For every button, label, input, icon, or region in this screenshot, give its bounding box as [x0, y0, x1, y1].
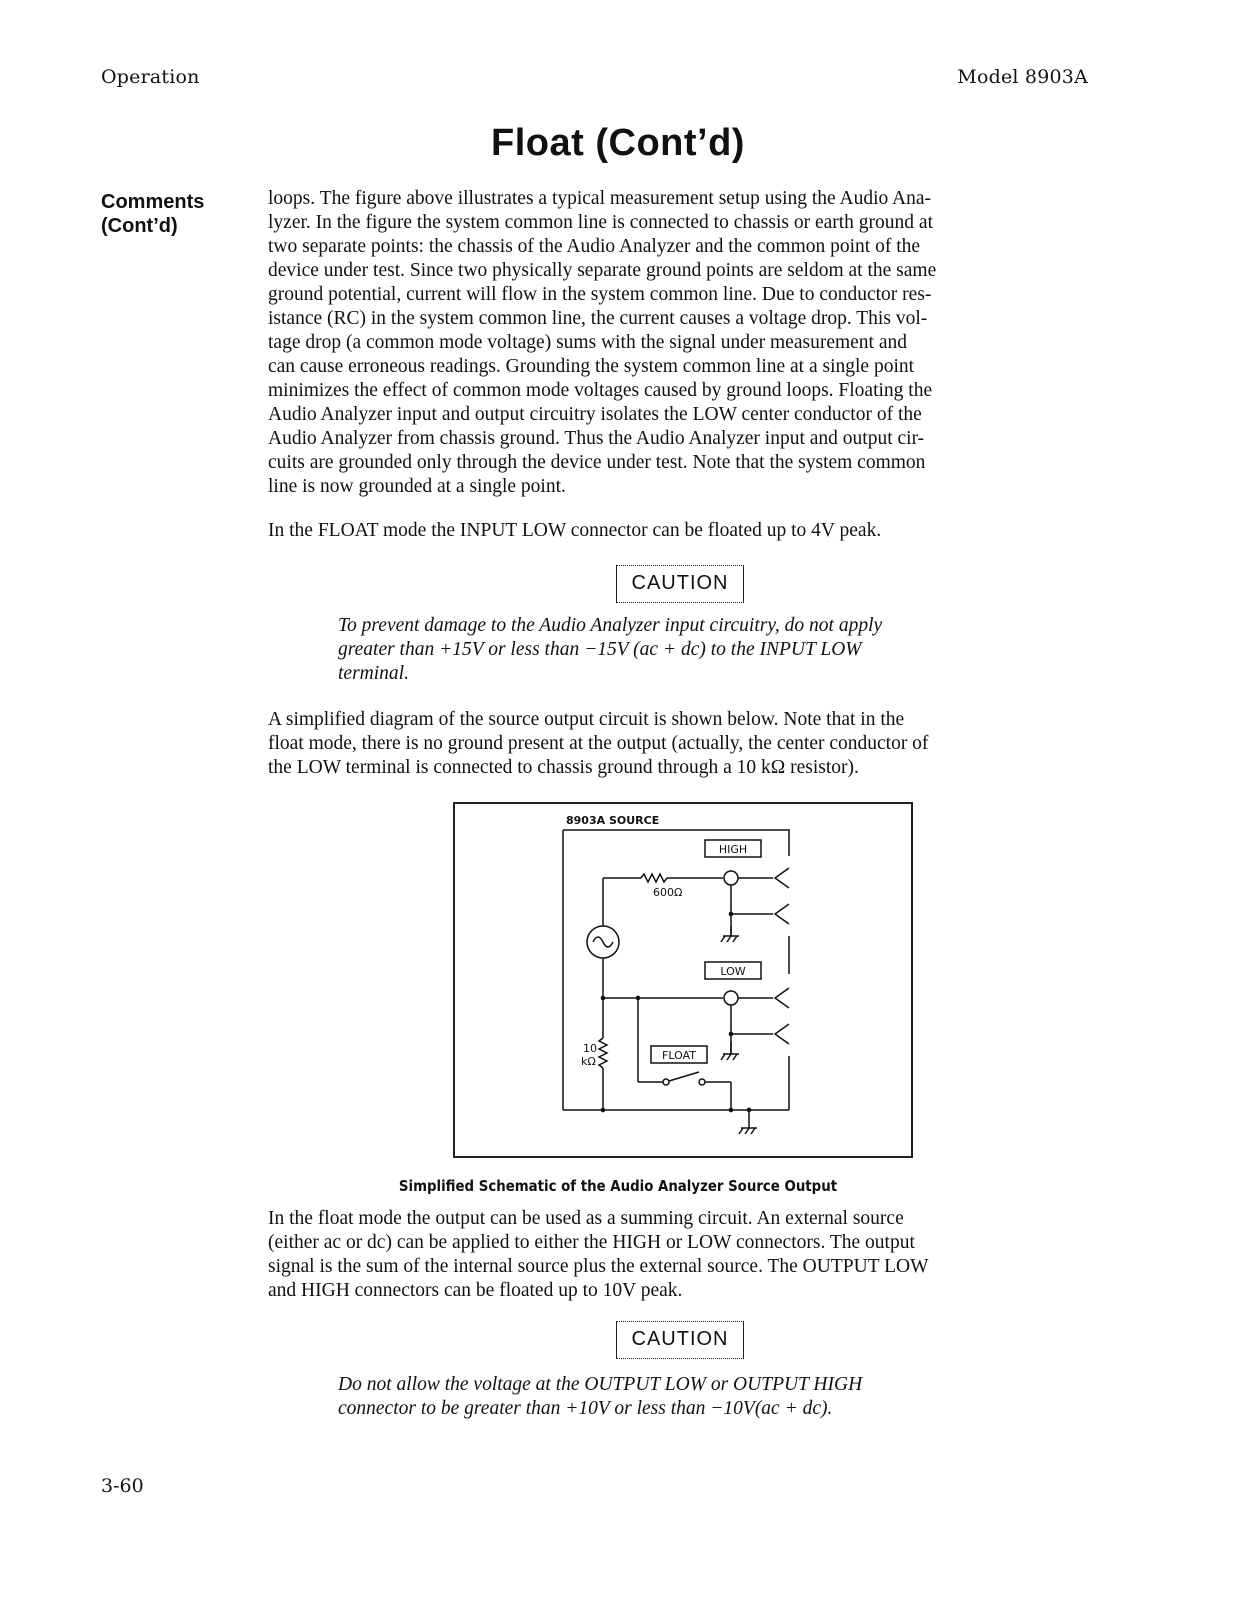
text-line: In the float mode the output can be used as a summing circuit. An external source: [268, 1208, 904, 1229]
caution-line: To prevent damage to the Audio Analyzer input circuitry, do not apply: [338, 615, 883, 636]
resistor-10k-symbol: [599, 1038, 607, 1068]
text-line: signal is the sum of the internal source plus the external source. The OUTPUT LOW: [268, 1256, 929, 1277]
high-label: HIGH: [718, 843, 748, 856]
source-label: 8903A SOURCE: [566, 814, 660, 827]
paragraph-summing: [268, 1207, 1108, 1303]
text-line: lyzer. In the figure the system common line is connected to chassis or earth ground at: [268, 212, 933, 233]
resistor-10k-label-unit: kΩ: [581, 1055, 596, 1068]
text-line: two separate points: the chassis of the Audio Analyzer and the common point of the: [268, 236, 921, 257]
text-line: ground potential, current will flow in the system common line. Due to conductor res-: [268, 284, 932, 305]
text-line: loops. The figure above illustrates a typical measurement setup using the Audio Ana-: [268, 188, 932, 209]
caution-text-input: [338, 614, 1058, 686]
resistor-600-symbol: [641, 874, 667, 882]
paragraph-ground-loops: [268, 187, 1108, 499]
text-line: tage drop (a common mode voltage) sums with the signal under measurement and: [268, 332, 907, 353]
resistor-600-label: 600Ω: [653, 886, 683, 899]
text-line: device under test. Since two physically separate ground points are seldom at the same: [268, 260, 937, 281]
page-number: 3-60: [101, 1475, 144, 1497]
caution-badge: CAUTION: [616, 1321, 744, 1359]
sidebar-heading-line-1: Comments: [101, 191, 205, 213]
resistor-10k-label-value: 10: [583, 1042, 597, 1055]
text-line: float mode, there is no ground present at the output (actually, the center conductor of: [268, 733, 929, 754]
page-title: Float (Cont’d): [491, 122, 745, 164]
low-connector-symbol: [724, 991, 738, 1005]
text-line: cuits are grounded only through the device under test. Note that the system common: [268, 452, 926, 473]
high-connector-symbol: [724, 871, 738, 885]
caution-badge: CAUTION: [616, 565, 744, 603]
text-line: Audio Analyzer from chassis ground. Thus the Audio Analyzer input and output cir-: [268, 428, 925, 449]
text-line: A simplified diagram of the source output circuit is shown below. Note that in the: [268, 709, 905, 730]
float-label: FLOAT: [662, 1049, 696, 1062]
caution-line: Do not allow the voltage at the OUTPUT LOW or OUTPUT HIGH: [338, 1374, 863, 1395]
caution-line: greater than +15V or less than −15V (ac + dc) to the INPUT LOW: [338, 639, 862, 660]
schematic-diagram: [455, 804, 911, 1156]
paragraph-float-input: [268, 519, 1108, 543]
text-line: In the FLOAT mode the INPUT LOW connector can be floated up to 4V peak.: [268, 520, 882, 541]
header-model-label: Model 8903A: [957, 66, 1088, 88]
caution-text-output: [338, 1373, 1058, 1421]
caution-line: connector to be greater than +10V or less than −10V(ac + dc).: [338, 1398, 833, 1419]
float-switch-symbol: [669, 1072, 699, 1081]
text-line: (either ac or dc) can be applied to either the HIGH or LOW connectors. The output: [268, 1232, 915, 1253]
low-label: LOW: [720, 965, 746, 978]
text-line: and HIGH connectors can be floated up to 10V peak.: [268, 1280, 683, 1301]
paragraph-source-output: [268, 708, 1108, 780]
text-line: can cause erroneous readings. Grounding the system common line at a single point: [268, 356, 915, 377]
schematic-figure: [453, 802, 913, 1158]
text-line: line is now grounded at a single point.: [268, 476, 566, 497]
figure-caption: Simplified Schematic of the Audio Analyzer Source Output: [398, 1177, 838, 1195]
sidebar-heading: [101, 190, 204, 238]
text-line: the LOW terminal is connected to chassis ground through a 10 kΩ resistor).: [268, 757, 859, 778]
header-section-label: Operation: [101, 66, 200, 88]
source-enclosure: [563, 830, 789, 856]
text-line: Audio Analyzer input and output circuitry isolates the LOW center conductor of the: [268, 404, 922, 425]
sidebar-heading-line-2: (Cont’d): [101, 215, 178, 237]
text-line: minimizes the effect of common mode voltages caused by ground loops. Floating the: [268, 380, 933, 401]
text-line: istance (RC) in the system common line, the current causes a voltage drop. This vol-: [268, 308, 928, 329]
caution-line: terminal.: [338, 663, 409, 684]
